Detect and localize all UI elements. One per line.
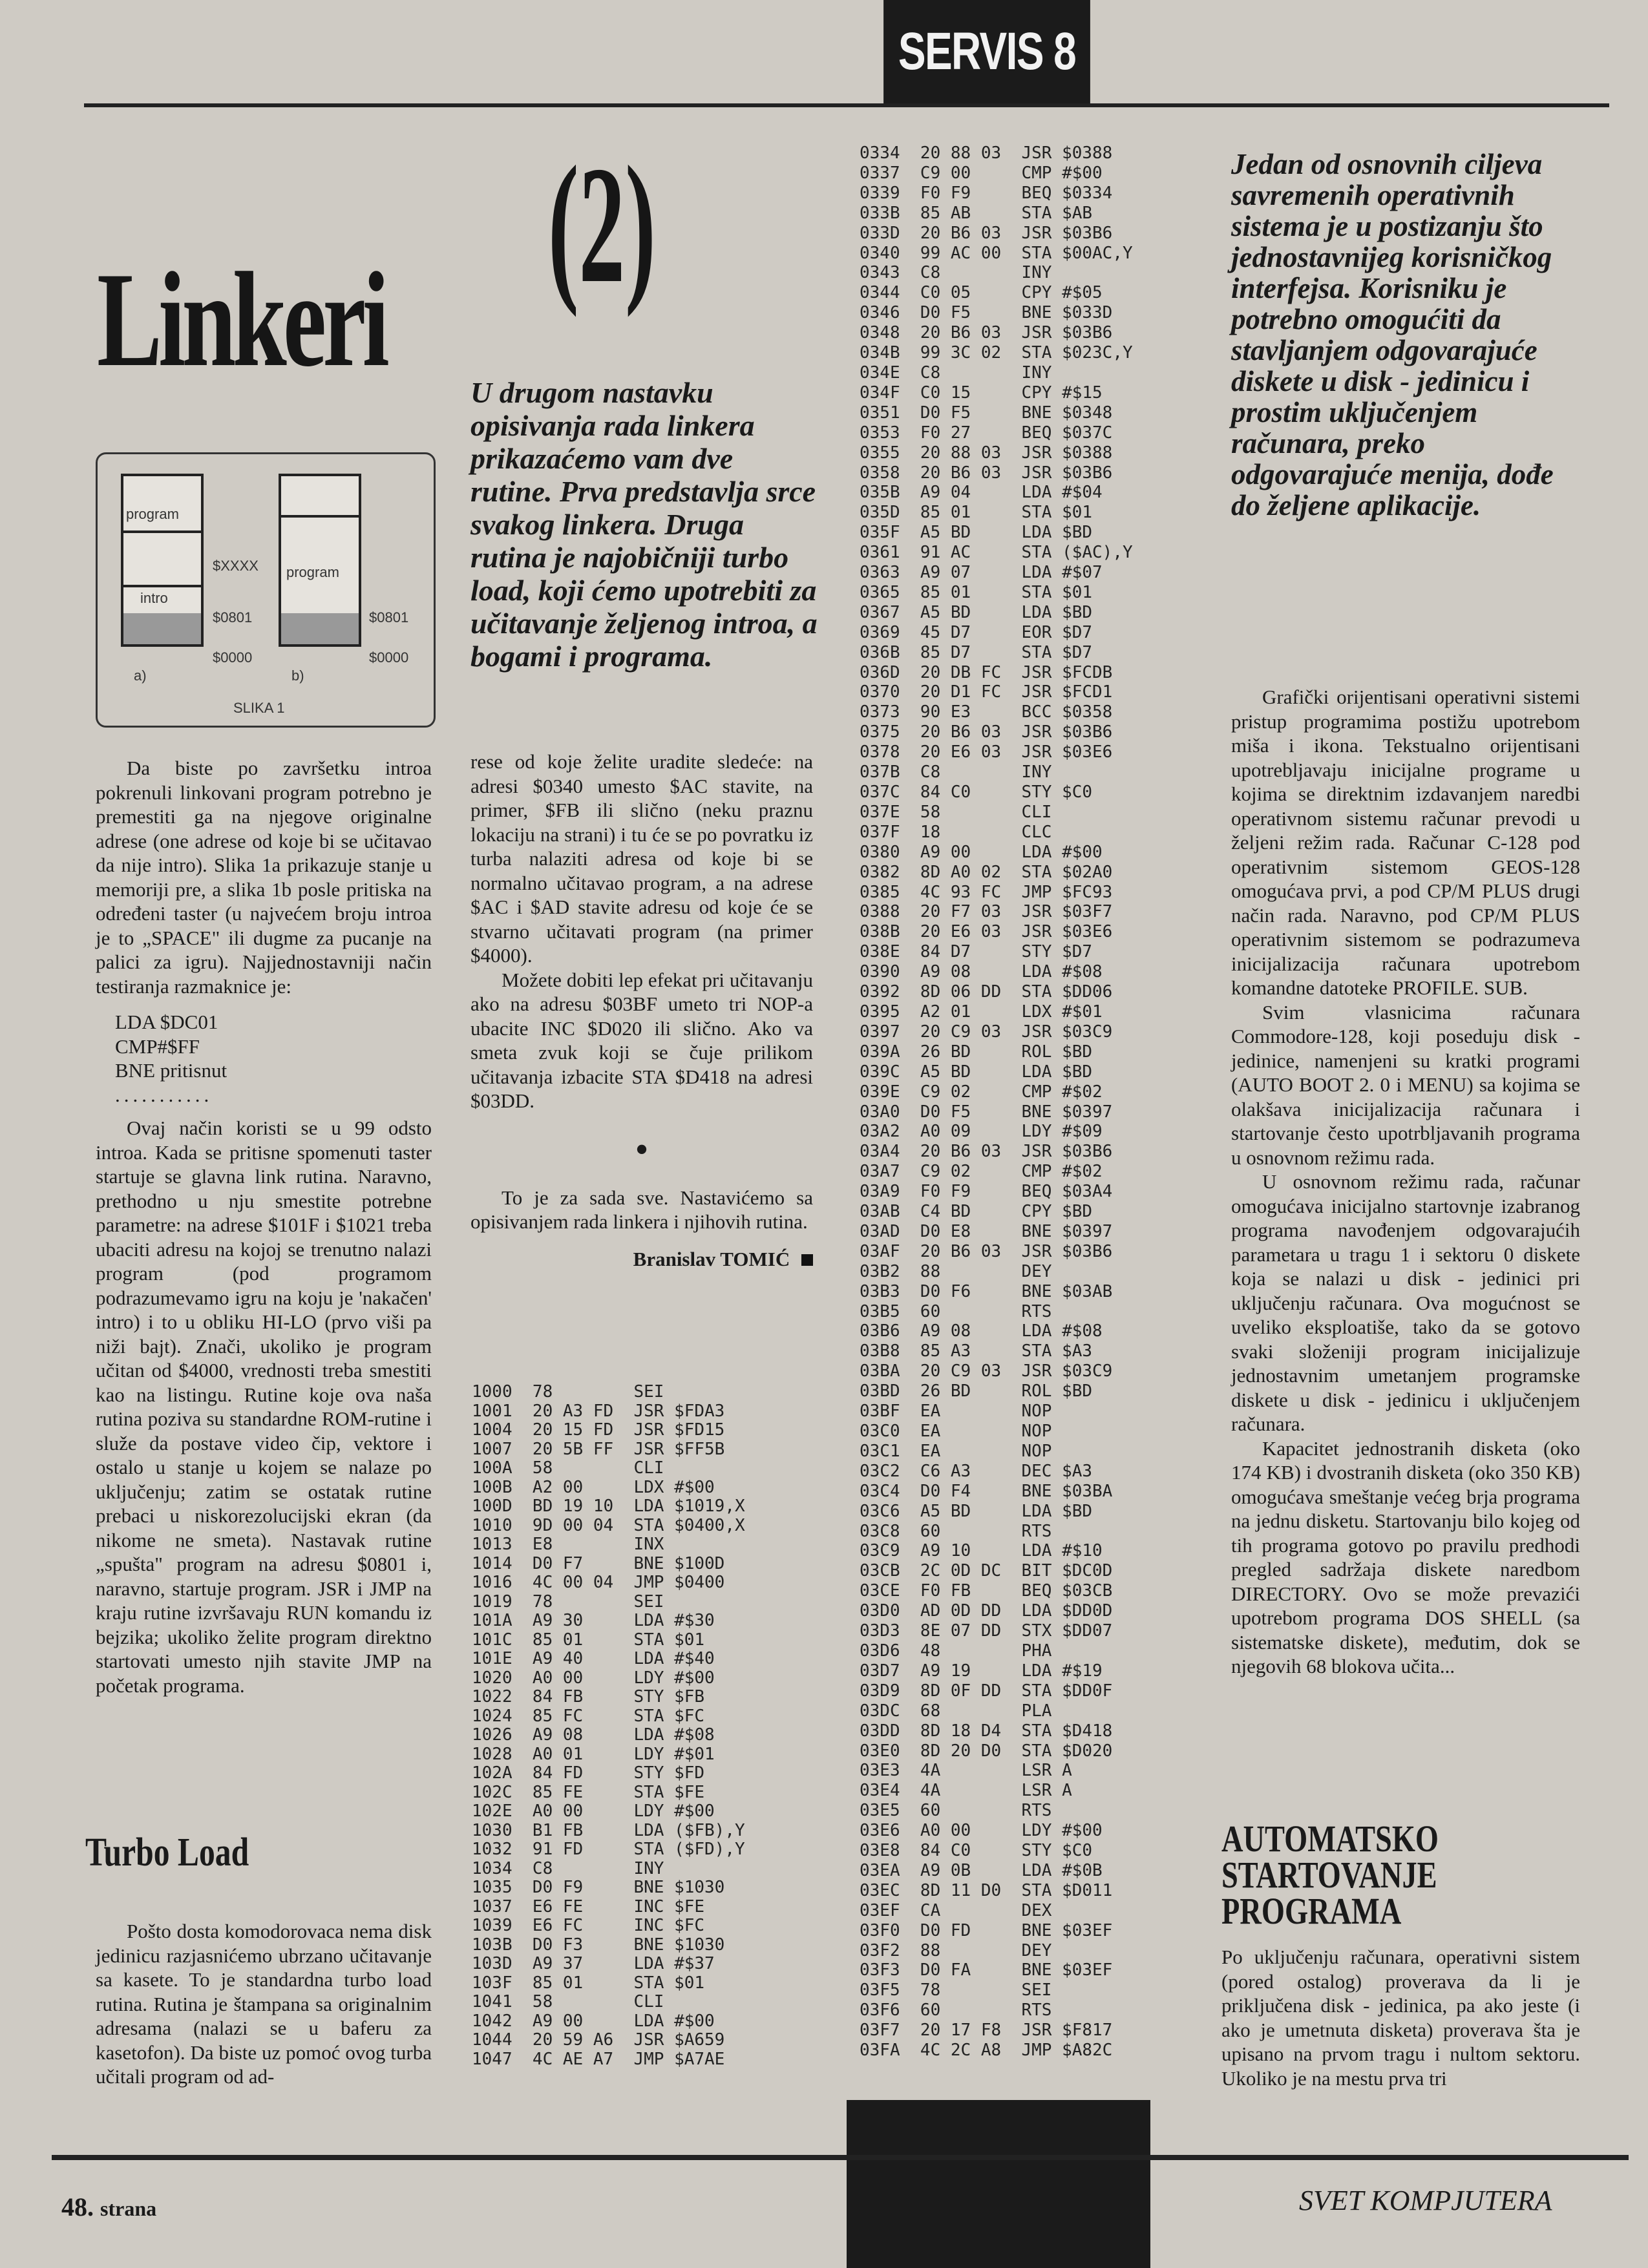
code-line: 03B3 D0 F6 BNE $03AB: [860, 1281, 1113, 1301]
code-line: 038E 84 D7 STY $D7: [860, 942, 1093, 962]
code-line: 03EC 8D 11 D0 STA $D011: [860, 1880, 1113, 1900]
code-line: 101A A9 30 LDA #$30: [472, 1611, 715, 1630]
code-line-2: CMP#$FF: [115, 1034, 200, 1058]
figure-caption: SLIKA 1: [233, 700, 285, 716]
code-line: 03A4 20 B6 03 JSR $03B6: [860, 1142, 1113, 1162]
code-line: 0390 A9 08 LDA #$08: [860, 962, 1103, 982]
code-snippet: [96, 1010, 432, 1107]
listing-linker: [472, 1383, 745, 2069]
bottom-rule: [52, 2155, 1629, 2160]
code-line: 03C4 D0 F4 BNE $03BA: [860, 1481, 1113, 1501]
code-line: 0397 20 C9 03 JSR $03C9: [860, 1022, 1113, 1042]
code-line: 1035 D0 F9 BNE $1030: [472, 1878, 725, 1897]
code-line: 039C A5 BD LDA $BD: [860, 1062, 1093, 1082]
code-line: 0351 D0 F5 BNE $0348: [860, 403, 1113, 423]
code-line: 0385 4C 93 FC JMP $FC93: [860, 882, 1113, 902]
code-line: 035D 85 01 STA $01: [860, 503, 1093, 523]
code-line: 0378 20 E6 03 JSR $03E6: [860, 742, 1113, 762]
code-line: 100B A2 00 LDX #$00: [472, 1477, 715, 1497]
code-line: 03FA 4C 2C A8 JMP $A82C: [860, 2041, 1113, 2061]
addr-0000-b: $0000: [369, 649, 409, 666]
label-program-b: program: [286, 564, 339, 580]
section-bullet: •: [635, 1128, 649, 1171]
code-line-3: BNE pritisnut: [115, 1059, 227, 1082]
sidebar-bottom: [1221, 1945, 1580, 2090]
code-line: 103B D0 F3 BNE $1030: [472, 1935, 725, 1955]
subheading-turbo-load: Turbo Load: [85, 1831, 249, 1874]
code-line-1: LDA $DC01: [115, 1011, 218, 1033]
code-line: 037C 84 C0 STY $C0: [860, 782, 1093, 802]
code-line: 103F 85 01 STA $01: [472, 1973, 705, 1993]
page-number-value: 48.: [61, 2192, 94, 2221]
column-2: [470, 750, 813, 1271]
code-line: 03CB 2C 0D DC BIT $DC0D: [860, 1561, 1113, 1581]
code-line: 0344 C0 05 CPY #$05: [860, 283, 1103, 303]
code-line: 1039 E6 FC INC $FC: [472, 1916, 705, 1935]
code-line: 100D BD 19 10 LDA $1019,X: [472, 1496, 745, 1516]
code-line: 037E 58 CLI: [860, 802, 1052, 822]
code-line: 0395 A2 01 LDX #$01: [860, 1002, 1103, 1022]
code-line: 03C1 EA NOP: [860, 1441, 1052, 1461]
code-line: 1016 4C 00 04 JMP $0400: [472, 1573, 725, 1592]
code-line: 0358 20 B6 03 JSR $03B6: [860, 463, 1113, 483]
code-line: 03A9 F0 F9 BEQ $03A4: [860, 1182, 1113, 1202]
code-line: 1044 20 59 A6 JSR $A659: [472, 2030, 725, 2050]
figure-label-a: a): [134, 667, 147, 684]
code-line: 035B A9 04 LDA #$04: [860, 483, 1103, 503]
code-line: 101C 85 01 STA $01: [472, 1630, 705, 1650]
article-title: Linkeri: [97, 245, 386, 395]
addr-0801-b: $0801: [369, 609, 409, 625]
code-line: 1010 9D 00 04 STA $0400,X: [472, 1515, 745, 1535]
code-line: 03BF EA NOP: [860, 1402, 1052, 1422]
code-line: 1020 A0 00 LDY #$00: [472, 1668, 715, 1688]
author-signature: [470, 1247, 813, 1272]
code-line: 03D9 8D 0F DD STA $DD0F: [860, 1681, 1113, 1701]
code-line: 036D 20 DB FC JSR $FCDB: [860, 662, 1113, 682]
author-name: Branislav TOMIĆ: [633, 1247, 790, 1270]
code-line: 037B C8 INY: [860, 762, 1052, 782]
code-line: 03E4 4A LSR A: [860, 1781, 1072, 1801]
code-line: 039E C9 02 CMP #$02: [860, 1082, 1103, 1102]
code-line: 100A 58 CLI: [472, 1458, 664, 1478]
code-line: 1042 A9 00 LDA #$00: [472, 2011, 715, 2031]
code-line: 03F6 60 RTS: [860, 2000, 1052, 2021]
code-line: 03E0 8D 20 D0 STA $D020: [860, 1741, 1113, 1761]
code-line: 1026 A9 08 LDA #$08: [472, 1725, 715, 1745]
code-line: 0340 99 AC 00 STA $00AC,Y: [860, 243, 1133, 263]
code-line: 0370 20 D1 FC JSR $FCD1: [860, 682, 1113, 702]
code-line: 0334 20 88 03 JSR $0388: [860, 143, 1113, 163]
code-line: 03C0 EA NOP: [860, 1422, 1052, 1441]
page-number: [61, 2192, 156, 2222]
code-line: 03CE F0 FB BEQ $03CB: [860, 1581, 1113, 1601]
code-line: 103D A9 37 LDA #$37: [472, 1954, 715, 1973]
label-program-a: program: [126, 506, 179, 522]
code-line: 101E A9 40 LDA #$40: [472, 1649, 715, 1668]
figure-label-b: b): [291, 667, 304, 684]
code-line: 034B 99 3C 02 STA $023C,Y: [860, 343, 1133, 363]
code-line: 1022 84 FB STY $FB: [472, 1687, 705, 1706]
code-line: 1032 91 FD STA ($FD),Y: [472, 1840, 745, 1859]
code-line: 03EF CA DEX: [860, 1900, 1052, 1920]
code-line: 1004 20 15 FD JSR $FD15: [472, 1420, 725, 1440]
code-line: 0337 C9 00 CMP #$00: [860, 163, 1103, 183]
code-line: 03B8 85 A3 STA $A3: [860, 1341, 1093, 1361]
code-line: 1037 E6 FE INC $FE: [472, 1896, 705, 1916]
code-line: 03E5 60 RTS: [860, 1801, 1052, 1821]
code-line: 1013 E8 INX: [472, 1535, 664, 1554]
addr-0801-a: $0801: [213, 609, 253, 625]
sidebar-subheading: AUTOMATSKO STARTOVANJE PROGRAMA: [1221, 1818, 1439, 1932]
code-line: 102A 84 FD STY $FD: [472, 1763, 705, 1783]
code-line: 03D6 48 PHA: [860, 1641, 1052, 1661]
code-line: 0363 A9 07 LDA #$07: [860, 563, 1103, 583]
code-line: 03B5 60 RTS: [860, 1301, 1052, 1321]
code-line: 03C6 A5 BD LDA $BD: [860, 1501, 1093, 1521]
code-line: 037F 18 CLC: [860, 822, 1052, 842]
code-line: 033D 20 B6 03 JSR $03B6: [860, 223, 1113, 243]
code-line: 03BA 20 C9 03 JSR $03C9: [860, 1361, 1113, 1381]
code-line: 03D3 8E 07 DD STX $DD07: [860, 1621, 1113, 1641]
code-line: 035F A5 BD LDA $BD: [860, 523, 1093, 543]
code-line: 03F0 D0 FD BNE $03EF: [860, 1920, 1113, 1940]
code-line: 0348 20 B6 03 JSR $03B6: [860, 323, 1113, 343]
col2-paragraph-1: rese od koje želite uradite sledeće: na adresi $0340 umesto $AC stavite, na primer, $FB ili slično (neku praznu lokaciju na strani) i tu će se po povratku iz turba nalaziti adresa od koje bi se normalno učitavao program, a na adrese $AC i $AD stavite adresu od koje će se stvarno učitavati program (na primer $4000).: [470, 750, 813, 967]
code-line: 102C 85 FE STA $FE: [472, 1782, 705, 1802]
code-line: 1007 20 5B FF JSR $FF5B: [472, 1439, 725, 1459]
code-line: 0361 91 AC STA ($AC),Y: [860, 543, 1133, 563]
code-line: 0392 8D 06 DD STA $DD06: [860, 982, 1113, 1002]
code-line: 0353 F0 27 BEQ $037C: [860, 423, 1113, 443]
section-header: SERVIS 8: [883, 0, 1090, 103]
code-line: 03B2 88 DEY: [860, 1261, 1052, 1281]
sidebar-lead: Jedan od osnovnih ciljeva savremenih operativnih sistema je u postizanju što jednostavnijeg korisničkog interfejsa. Korisniku je potrebno omogućiti da stavljanjem odgovarajuće diskete u disk - jedinicu i prostim uključenjem računara, preko odgovarajuće menija, dođe do željene aplikacije.: [1231, 148, 1554, 521]
code-line: 1028 A0 01 LDY #$01: [472, 1744, 715, 1764]
code-line: 03EA A9 0B LDA #$0B: [860, 1860, 1103, 1880]
code-line: 038B 20 E6 03 JSR $03E6: [860, 922, 1113, 942]
sidebar-paragraph-1: Grafički orijentisani operativni sistemi pristup programima postižu upotrebom miša i ikona. Tekstualno orijentisani upotrebljavaju inicijalne programe u kojima se direktnim izdavanjem naredbi operativnom sistemu računar prevodi u željeni režim rada. Računar C-128 pod operativnim sistemom GEOS-128 omogućava prvi, a pod CP/M PLUS drugi način rada. Naravno, pod CP/M PLUS operativnim sistemom se podrazumeva inicijalizacija računara upotrebom komandne datoteke PROFILE. SUB.: [1231, 686, 1580, 999]
code-line: 03F5 78 SEI: [860, 1980, 1052, 2000]
code-line: 036B 85 D7 STA $D7: [860, 642, 1093, 662]
article-lead: U drugom nastavku opisivanja rada linkera prikazaćemo vam dve rutine. Prva predstavlja srce svakog linkera. Druga rutina je najobičniji turbo load, koji ćemo upotrebiti za učitavanje željenog introa, a bogami i programa.: [470, 376, 818, 673]
code-line: 102E A0 00 LDY #$00: [472, 1801, 715, 1821]
code-line: 03DD 8D 18 D4 STA $D418: [860, 1721, 1113, 1741]
sidebar-paragraph-4: Kapacitet jednostranih disketa (oko 174 KB) i dvostranih disketa (oko 350 KB) omogućava smeštanje većeg brja programa na jednu disketu. Startovanju bilo kojeg od tih programa gotovo po pravilu predhodi pregled sadržaja diskete naredbom DIRECTORY. Ovo se može prevazići upotrebom programa DOS SHELL (sa sistematske diskete), međutim, dok se njegovih 68 blokova učita...: [1231, 1436, 1580, 1677]
code-line: 03E3 4A LSR A: [860, 1761, 1072, 1781]
code-line: 0365 85 01 STA $01: [860, 582, 1093, 602]
sidebar-paragraph-5: Po uključenju računara, operativni sistem (pored ostalog) proverava da li je priključena disk - jedinica, pa ako jeste (i ako je umetnuta disketa) proverava šta je upisano na prvom tragu i nultom sektoru. Ukoliko je na mestu prva tri: [1221, 1946, 1580, 2090]
code-line: 0375 20 B6 03 JSR $03B6: [860, 722, 1113, 742]
top-rule: [84, 103, 1609, 107]
col1-paragraph-3: Pošto dosta komodorovaca nema disk jedinicu razjasnićemo ubrzano učitavanje sa kasete. To je standardna turbo load rutina. Rutina je štampana sa originalnim adresama (nalazi se u baferu za kasetofon). Da biste uz pomoć ovog turba učitali program od ad-: [96, 1920, 432, 2088]
magazine-name: SVET KOMPJUTERA: [1299, 2185, 1552, 2216]
code-line: 0382 8D A0 02 STA $02A0: [860, 862, 1113, 882]
code-line: 0388 20 F7 03 JSR $03F7: [860, 902, 1113, 922]
code-line: 1030 B1 FB LDA ($FB),Y: [472, 1820, 745, 1840]
code-line: 1019 78 SEI: [472, 1591, 664, 1612]
end-mark: [801, 1254, 813, 1266]
code-line: 03B6 A9 08 LDA #$08: [860, 1321, 1103, 1341]
code-dots: ...........: [115, 1083, 213, 1106]
code-line: 034E C8 INY: [860, 362, 1052, 383]
code-line: 0373 90 E3 BCC $0358: [860, 702, 1113, 722]
code-line: 03AB C4 BD CPY $BD: [860, 1202, 1093, 1222]
col2-paragraph-2: Možete dobiti lep efekat pri učitavanju ako na adresu $03BF umeto tri NOP-a ubacite INC $D020 ili slično. Ako va smeta zvuk koji se čuje prilikom učitavanja izbacite STA $D418 na adresi $03DD.: [470, 968, 813, 1112]
code-line: 03A7 C9 02 CMP #$02: [860, 1162, 1103, 1182]
sidebar-paragraph-3: U osnovnom režimu rada, računar omogućava inicijalno startovnje izabranog programa navođenjem odgovarajućih parametara u tragu 1 i sektoru 0 diskete koja se nalazi u disk - jedinici pri uključenju računara. Ova mogućnost se uveliko eksploatiše, tako da se gotovo svaki složeniji program inicijalizuje jednostavnim umetanjem programske diskete u disk - jedinicu i uključenjem računara.: [1231, 1170, 1580, 1435]
code-line: 03F7 20 17 F8 JSR $F817: [860, 2021, 1113, 2041]
footer-block: [847, 2100, 1150, 2268]
code-line: 03DC 68 PLA: [860, 1701, 1052, 1721]
code-line: 03AF 20 B6 03 JSR $03B6: [860, 1241, 1113, 1261]
code-line: 0369 45 D7 EOR $D7: [860, 622, 1093, 642]
code-line: 034F C0 15 CPY #$15: [860, 383, 1103, 403]
listing-turbo-load: [860, 143, 1133, 2061]
code-line: 03A0 D0 F5 BNE $0397: [860, 1102, 1113, 1122]
code-line: 0380 A9 00 LDA #$00: [860, 842, 1103, 862]
column-1: [96, 756, 432, 1697]
part-number: (2): [548, 132, 656, 318]
code-line: 1014 D0 F7 BNE $100D: [472, 1553, 725, 1573]
addr-0000-a: $0000: [213, 649, 253, 666]
code-line: 1000 78 SEI: [472, 1382, 664, 1402]
code-line: 03A2 A0 09 LDY #$09: [860, 1122, 1103, 1142]
code-line: 033B 85 AB STA $AB: [860, 203, 1093, 223]
memory-figure: [96, 452, 436, 728]
code-line: 03AD D0 E8 BNE $0397: [860, 1221, 1113, 1241]
column-1-bottom: [96, 1919, 432, 2089]
col1-paragraph-2: Ovaj način koristi se u 99 odsto introa. Kada se pritisne spomenuti taster startuje se glavna link rutina. Naravno, prethodno u nju smestite potrebne parametre: na adrese $101F i $1021 treba ubaciti adresu na kojoj se trenutno nalazi program (pod programom podrazumevamo igru na koju je 'nakačen' intro) i to u obliku HI-LO (prvo viši pa niži bajt). Znači, ukoliko je program učitan od $4000, vrednosti treba smestiti kao na listingu. Rutine koje ova naša rutina poziva su standardne ROM-rutine i služe da postave video čip, vektore i ostalo u stanje u kojem se nalaze po uključenju; zatim se ostatak rutine prebaci u niskorezolucijski ekran (da nikome ne smeta). Nastavak rutine „spušta" program na adresu $0801 i, naravno, startuje program. JSR i JMP na kraju rutine izvršavaju RUN komandu iz bejzika; ukoliko želite program direktno startovati umesto njih stavite JMP na početak programa.: [96, 1117, 432, 1697]
code-line: 1001 20 A3 FD JSR $FDA3: [472, 1401, 725, 1421]
code-line: 1047 4C AE A7 JMP $A7AE: [472, 2049, 725, 2069]
code-line: 03C9 A9 10 LDA #$10: [860, 1541, 1103, 1561]
addr-xxxx: $XXXX: [213, 558, 259, 574]
col2-paragraph-3: To je za sada sve. Nastavićemo sa opisivanjem rada linkera i njihovih rutina.: [470, 1186, 813, 1233]
code-line: 03C8 60 RTS: [860, 1521, 1052, 1541]
code-line: 0355 20 88 03 JSR $0388: [860, 443, 1113, 463]
code-line: 03D0 AD 0D DD LDA $DD0D: [860, 1601, 1113, 1621]
code-line: 03F3 D0 FA BNE $03EF: [860, 1960, 1113, 1980]
memory-block-a: [121, 474, 204, 647]
code-line: 0343 C8 INY: [860, 263, 1052, 283]
code-line: 0339 F0 F9 BEQ $0334: [860, 183, 1113, 203]
top-margin: [0, 0, 1648, 6]
page-word: strana: [100, 2197, 157, 2220]
memory-block-b: [279, 474, 361, 647]
code-line: 1024 85 FC STA $FC: [472, 1706, 705, 1726]
code-line: 039A 26 BD ROL $BD: [860, 1042, 1093, 1062]
code-line: 1034 C8 INY: [472, 1858, 664, 1878]
col1-paragraph-1: Da biste po završetku introa pokrenuli linkovani program potrebno je premestiti ga na njegove originalne adrese (one adrese od koje bi se učitavao da nije intro). Slika 1a prikazuje stanje u memoriji pre, a slika 1b posle pritiska na određeni taster (u najvećem broju introa je to „SPACE" ili dugme za pucanje na palici za igru). Najjednostavniji način testiranja razmaknice je:: [96, 757, 432, 998]
code-line: 03E8 84 C0 STY $C0: [860, 1841, 1093, 1861]
code-line: 1041 58 CLI: [472, 1992, 664, 2011]
label-intro-a: intro: [140, 590, 168, 606]
code-line: 0346 D0 F5 BNE $033D: [860, 303, 1113, 323]
code-line: 0367 A5 BD LDA $BD: [860, 602, 1093, 622]
sidebar-paragraph-2: Svim vlasnicima računara Commodore-128, koji poseduju disk - jedinice, namenjeni su kratki programi (AUTO BOOT 2. 0 i MENU) sa kojima se olakšava inicijalizacija računara i startovanje često upotrbljavanih programa u osnovnom režimu rada.: [1231, 1000, 1580, 1169]
code-line: 03C2 C6 A3 DEC $A3: [860, 1461, 1093, 1481]
code-line: 03D7 A9 19 LDA #$19: [860, 1661, 1103, 1681]
code-line: 03BD 26 BD ROL $BD: [860, 1381, 1093, 1402]
sidebar-column: [1231, 685, 1580, 1679]
code-line: 03F2 88 DEY: [860, 1940, 1052, 1960]
code-line: 03E6 A0 00 LDY #$00: [860, 1821, 1103, 1841]
